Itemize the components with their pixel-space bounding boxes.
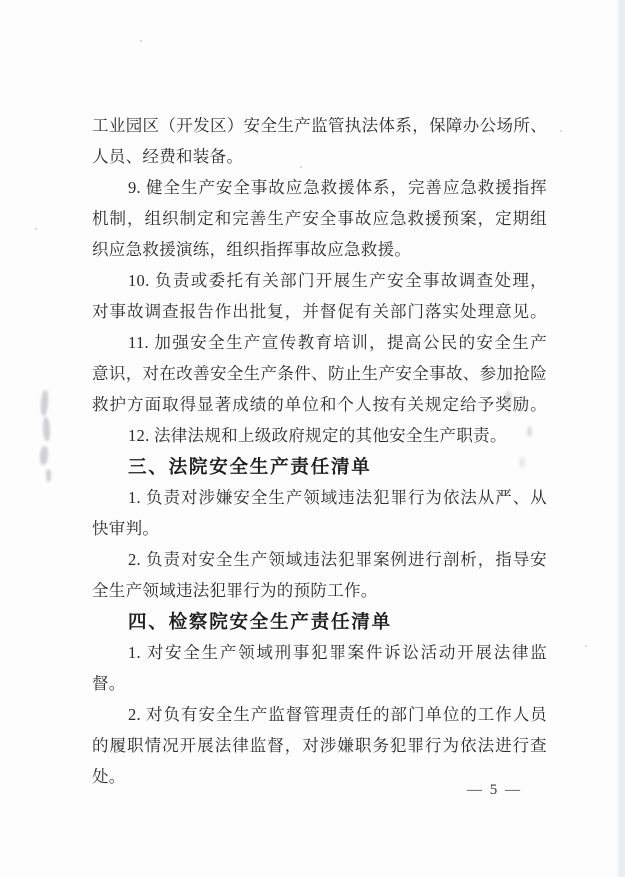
scan-smudge — [40, 390, 49, 416]
section-heading: 四、检察院安全生产责任清单 — [128, 611, 392, 632]
scan-edge-shadow — [619, 0, 625, 877]
text-line: 的履职情况开展法律监督，对涉嫌职务犯罪行为依法进行查 — [92, 736, 547, 755]
text-block — [92, 110, 547, 792]
text-line: 人员、经费和装备。 — [92, 147, 244, 166]
scan-speck — [35, 228, 37, 230]
scan-smudge — [519, 457, 525, 468]
text-line: 10. 负责或委托有关部门开展生产安全事故调查处理， — [128, 271, 547, 290]
scan-smudge — [46, 469, 51, 482]
page-number: — 5 — — [467, 782, 522, 798]
scan-smudge — [42, 417, 50, 441]
scan-speck — [560, 130, 562, 132]
text-line: 快审判。 — [92, 519, 160, 538]
text-line: 2. 负责对安全生产领域违法犯罪案例进行剖析，指导安 — [128, 550, 547, 569]
text-line: 意识，对在改善安全生产条件、防止生产安全事故、参加抢险 — [92, 364, 547, 383]
text-line: 督。 — [92, 674, 126, 693]
text-line: 11. 加强安全生产宣传教育培训，提高公民的安全生产 — [128, 333, 547, 352]
text-line: 1. 对安全生产领域刑事犯罪案件诉讼活动开展法律监 — [128, 643, 547, 662]
text-line: 织应急救援演练，组织指挥事故应急救援。 — [92, 240, 412, 259]
scan-smudge — [527, 426, 532, 437]
text-line: 2. 对负有安全生产监督管理责任的部门单位的工作人员 — [128, 705, 547, 724]
text-line: 工业园区（开发区）安全生产监管执法体系，保障办公场所、 — [92, 116, 547, 135]
scan-speck — [140, 40, 142, 42]
scan-smudge — [39, 446, 49, 466]
text-line: 1. 负责对涉嫌安全生产领域违法犯罪行为依法从严、从 — [128, 488, 547, 507]
text-line: 12. 法律法规和上级政府规定的其他安全生产职责。 — [128, 426, 507, 445]
text-line: 对事故调查报告作出批复，并督促有关部门落实处理意见。 — [92, 302, 547, 321]
scan-speck — [585, 645, 587, 647]
text-line: 9. 健全生产安全事故应急救援体系，完善应急救援指挥 — [128, 178, 547, 197]
text-line: 处。 — [92, 767, 126, 786]
text-line: 机制，组织制定和完善生产安全事故应急救援预案，定期组 — [92, 209, 547, 228]
scan-speck — [300, 166, 302, 168]
text-line: 全生产领域违法犯罪行为的预防工作。 — [92, 581, 378, 600]
text-line: 救护方面取得显著成绩的单位和个人按有关规定给予奖励。 — [92, 395, 547, 414]
section-heading: 三、法院安全生产责任清单 — [128, 456, 372, 477]
scan-smudge — [505, 391, 512, 406]
